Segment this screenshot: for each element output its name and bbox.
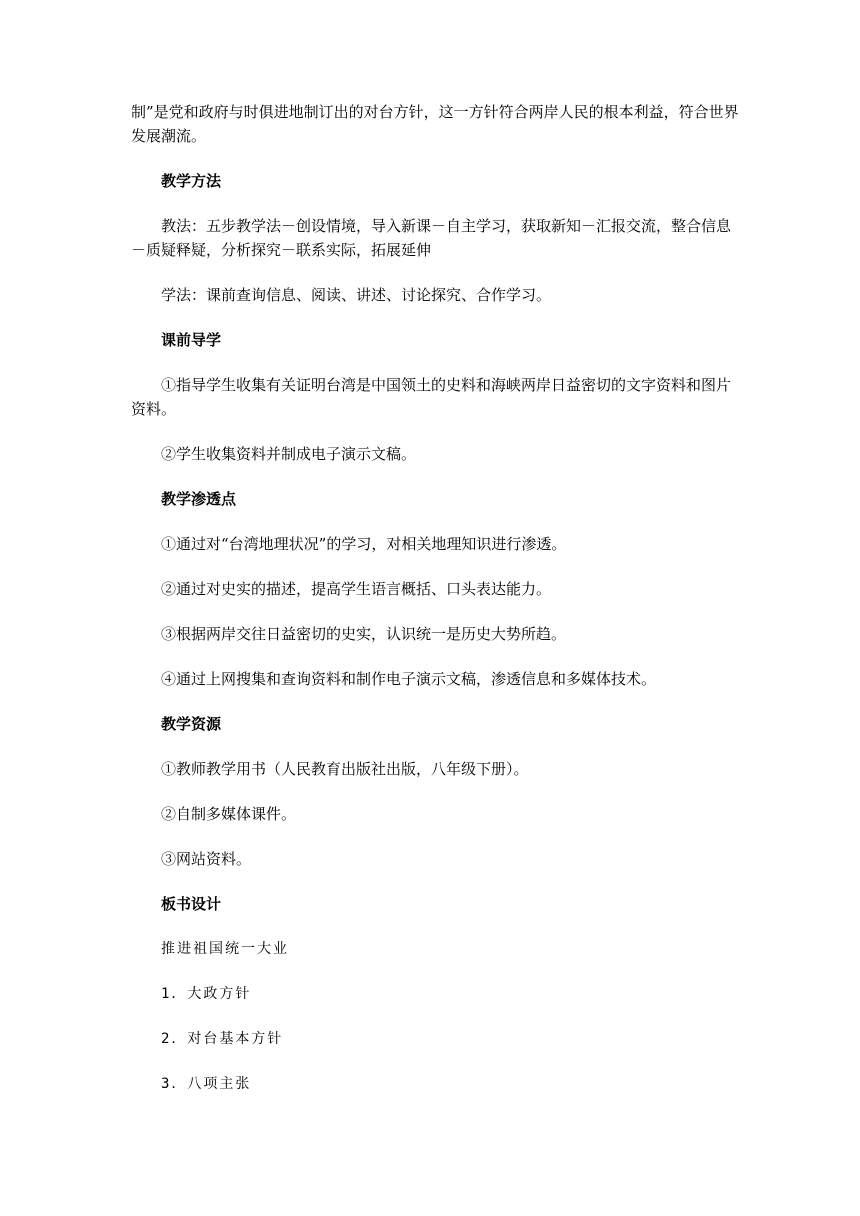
penetration-heading: 教学渗透点	[161, 490, 237, 508]
penetration-item-2: ②通过对史实的描述，提高学生语言概括、口头表达能力。	[161, 580, 552, 598]
penetration-item-3: ③根据两岸交往日益密切的史实，认识统一是历史大势所趋。	[161, 625, 567, 643]
intro-paragraph: 制”是党和政府与时俱进地制订出的对台方针，这一方针符合两岸人民的根本利益，符合世界发展潮流。	[131, 103, 739, 145]
learning-method-paragraph: 学法：课前查询信息、阅读、讲述、讨论探究、合作学习。	[161, 286, 552, 304]
board-item-1: 1．大政方针	[161, 986, 252, 1002]
penetration-item-4: ④通过上网搜集和查询资料和制作电子演示文稿，渗透信息和多媒体技术。	[161, 670, 657, 688]
teaching-method-paragraph: 教法：五步教学法－创设情境，导入新课－自主学习，获取新知－汇报交流，整合信息－质疑释疑，分析探究－联系实际，拓展延伸	[131, 217, 732, 259]
resources-item-3: ③网站资料。	[161, 850, 252, 868]
preview-item-2: ②学生收集资料并制成电子演示文稿。	[161, 445, 417, 463]
resources-heading: 教学资源	[161, 715, 222, 733]
preview-heading: 课前导学	[161, 331, 222, 349]
document-page	[131, 100, 741, 1096]
methods-heading: 教学方法	[161, 172, 222, 190]
penetration-item-1: ①通过对“台湾地理状况”的学习，对相关地理知识进行渗透。	[161, 535, 567, 553]
board-item-2: 2．对台基本方针	[161, 1031, 284, 1047]
board-title: 推进祖国统一大业	[161, 941, 289, 957]
preview-item-1: ①指导学生收集有关证明台湾是中国领土的史料和海峡两岸日益密切的文字资料和图片资料。	[131, 376, 732, 418]
resources-item-2: ②自制多媒体课件。	[161, 805, 297, 823]
board-heading: 板书设计	[161, 895, 222, 913]
resources-item-1: ①教师教学用书（人民教育出版社出版，八年级下册）。	[161, 760, 529, 778]
board-item-3: 3．八项主张	[161, 1076, 252, 1092]
